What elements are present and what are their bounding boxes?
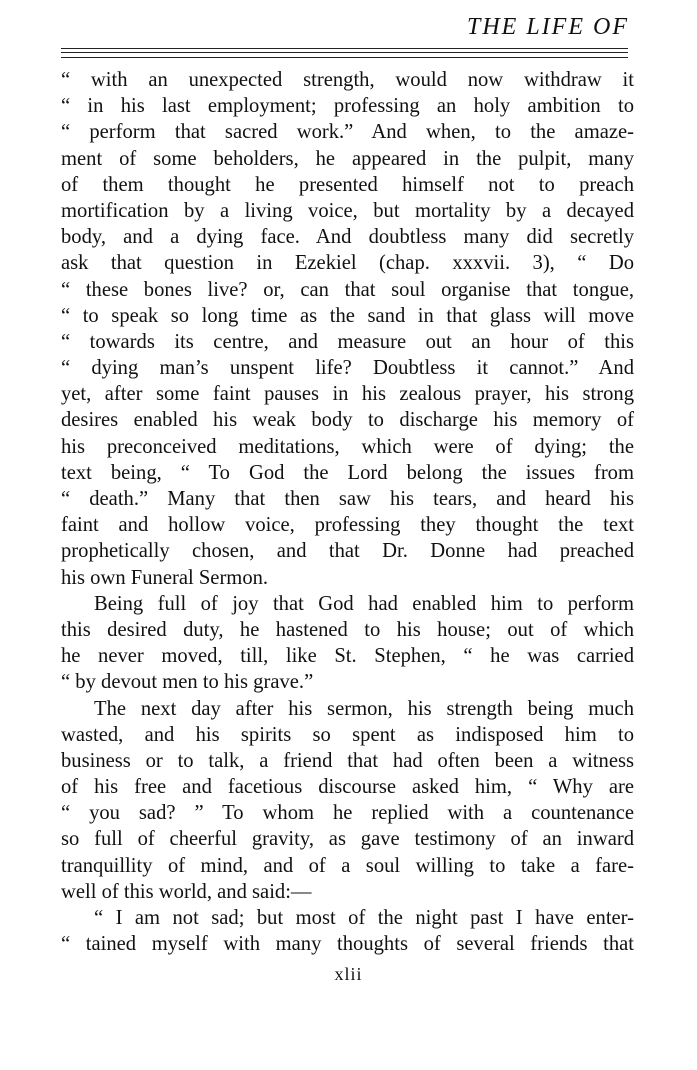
text-line: of them thought he presented himself not to preach [61, 173, 634, 196]
text-line: “ tained myself with many thoughts of several friends that [61, 933, 634, 956]
text-line: body, and a dying face. And doubtless many did secretly [61, 226, 634, 249]
text-line: “ death.” Many that then saw his tears, and heard his [61, 488, 634, 510]
text-line: this desired duty, he hastened to his house; out of which [61, 618, 634, 641]
paragraph-end-line: his own Funeral Sermon. [61, 566, 269, 589]
paragraph-start-line: Being full of joy that God had enabled him to perform [94, 592, 634, 615]
text-line: wasted, and his spirits so spent as indisposed him to [61, 723, 634, 746]
text-line: prophetically chosen, and that Dr. Donne had preached [61, 540, 634, 563]
text-line: his preconceived meditations, which were of dying; the [61, 435, 634, 458]
text-line: desires enabled his weak body to discharge his memory of [61, 409, 634, 432]
text-line: mortification by a living voice, but mortality by a decayed [61, 199, 634, 222]
paragraph-start-line: “ I am not sad; but most of the night past I have enter- [94, 907, 634, 929]
text-line: “ you sad? ” To whom he replied with a countenance [61, 802, 634, 825]
text-line: tranquillity of mind, and of a soul willing to take a fare- [61, 854, 634, 877]
text-line: “ dying man’s unspent life? Doubtless it cannot.” And [61, 357, 634, 380]
text-line: “ perform that sacred work.” And when, to the amaze- [61, 121, 634, 144]
text-line: “ towards its centre, and measure out an hour of this [61, 330, 634, 353]
text-line: “ in his last employment; professing an holy ambition to [61, 95, 634, 118]
paragraph-end-line: “ by devout men to his grave.” [61, 671, 314, 694]
paragraph-start-line: The next day after his sermon, his strength being much [94, 697, 634, 720]
text-line: “ to speak so long time as the sand in that glass will move [61, 304, 634, 327]
text-line: “ these bones live? or, can that soul organise that tongue, [61, 278, 634, 301]
text-line: yet, after some faint pauses in his zealous prayer, his strong [61, 383, 634, 406]
text-line: business or to talk, a friend that had often been a witness [61, 749, 634, 772]
running-title: THE LIFE OF [467, 14, 629, 40]
text-line: of his free and facetious discourse asked him, “ Why are [61, 776, 634, 799]
header-rule-top [61, 48, 628, 49]
text-line: ask that question in Ezekiel (chap. xxxvii. 3), “ Do [61, 252, 634, 275]
text-line: text being, “ To God the Lord belong the issues from [61, 461, 634, 484]
header-rule-bottom [61, 57, 628, 58]
page-number: xlii [334, 964, 363, 984]
text-line: so full of cheerful gravity, as gave testimony of an inward [61, 828, 634, 851]
text-line: faint and hollow voice, professing they thought the text [61, 514, 634, 537]
paragraph-end-line: well of this world, and said:— [61, 880, 312, 903]
text-line: ment of some beholders, he appeared in the pulpit, many [61, 147, 634, 170]
text-line: he never moved, till, like St. Stephen, “ he was carried [61, 645, 634, 668]
body-text [61, 67, 634, 957]
header-rule-middle [61, 52, 628, 53]
text-line: “ with an unexpected strength, would now withdraw it [61, 69, 634, 91]
